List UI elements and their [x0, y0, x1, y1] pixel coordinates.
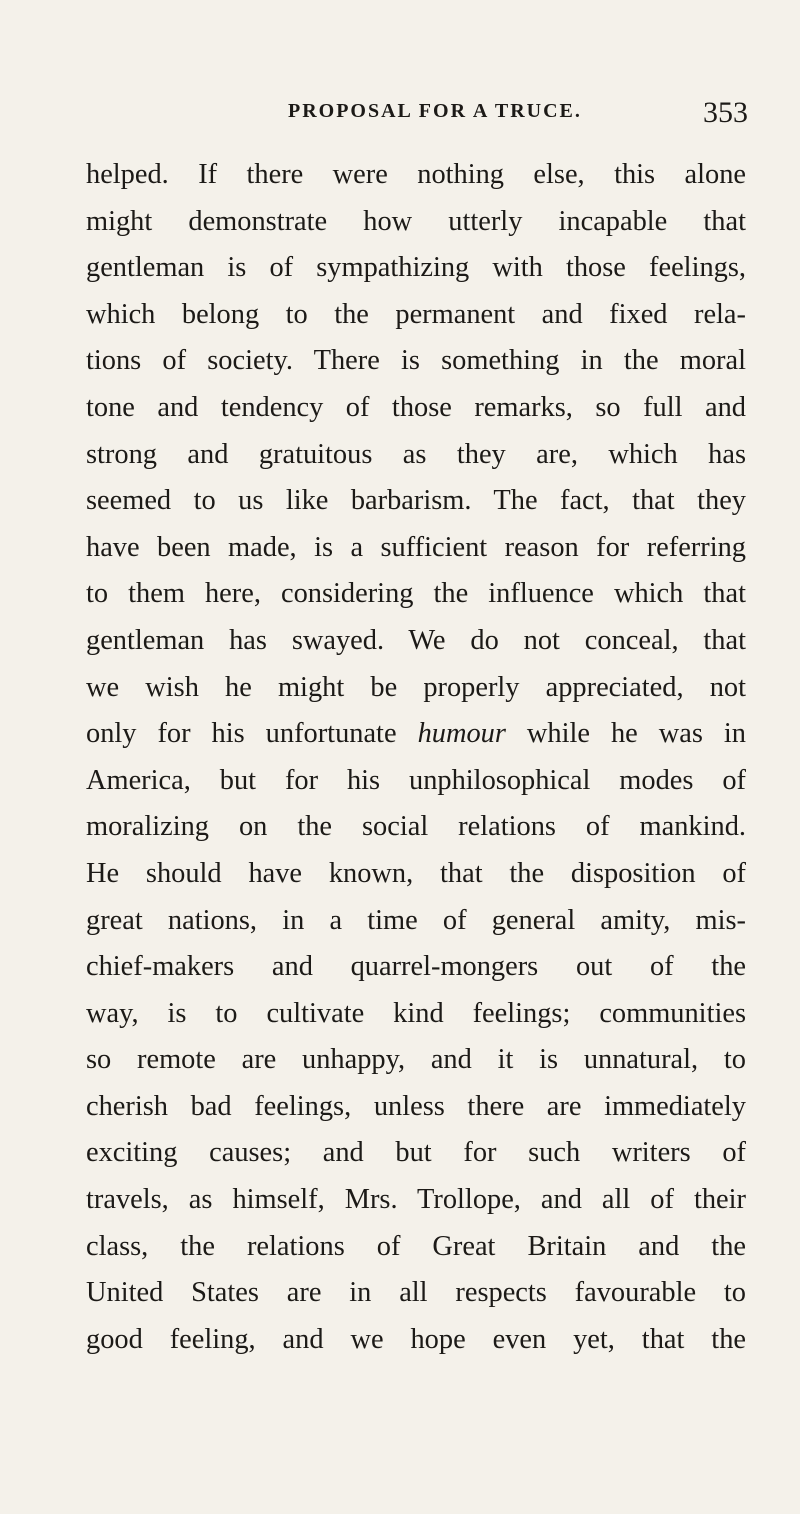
text-line: great nations, in a time of general amity, mis-	[86, 904, 746, 936]
text-line: moralizing on the social relations of mankind.	[86, 811, 746, 843]
text-line: cherish bad feelings, unless there are immediately	[86, 1090, 746, 1122]
text-line: strong and gratuitous as they are, which has	[86, 438, 746, 470]
text-line: gentleman has swayed. We do not conceal, that	[86, 624, 746, 656]
text-line: might demonstrate how utterly incapable that	[86, 205, 746, 237]
text-line: tone and tendency of those remarks, so full and	[86, 391, 746, 423]
text-line: we wish he might be properly appreciated, not	[86, 671, 746, 703]
text-line: exciting causes; and but for such writers of	[86, 1137, 746, 1169]
text-line: to them here, considering the influence which that	[86, 578, 746, 610]
text-line: America, but for his unphilosophical modes of	[86, 764, 746, 796]
text-line: seemed to us like barbarism. The fact, that they	[86, 485, 746, 517]
running-title: PROPOSAL FOR A TRUCE.	[288, 100, 582, 122]
text-line: good feeling, and we hope even yet, that the	[86, 1323, 746, 1355]
text-segment: only for his unfortunate	[86, 718, 397, 750]
text-line: helped. If there were nothing else, this alone	[86, 159, 746, 190]
text-line: way, is to cultivate kind feelings; communities	[86, 997, 746, 1029]
text-line: He should have known, that the disposition of	[86, 857, 746, 889]
text-line: gentleman is of sympathizing with those feelings,	[86, 252, 746, 284]
text-line: so remote are unhappy, and it is unnatural, to	[86, 1044, 746, 1076]
text-line: which belong to the permanent and fixed rela-	[86, 298, 746, 330]
body-text	[86, 152, 746, 1363]
text-line: have been made, is a sufficient reason for referring	[86, 531, 746, 563]
emphasized-word: humour	[417, 718, 506, 750]
text-line: travels, as himself, Mrs. Trollope, and all of their	[86, 1184, 746, 1216]
text-segment: while he was in	[526, 718, 746, 750]
text-line: tions of society. There is something in the moral	[86, 345, 746, 377]
text-line: class, the relations of Great Britain and the	[86, 1230, 746, 1262]
text-line: chief-makers and quarrel-mongers out of the	[86, 951, 746, 983]
text-line-with-emphasis	[86, 711, 746, 758]
page-number: 353	[703, 96, 748, 129]
text-line: United States are in all respects favourable to	[86, 1277, 746, 1309]
